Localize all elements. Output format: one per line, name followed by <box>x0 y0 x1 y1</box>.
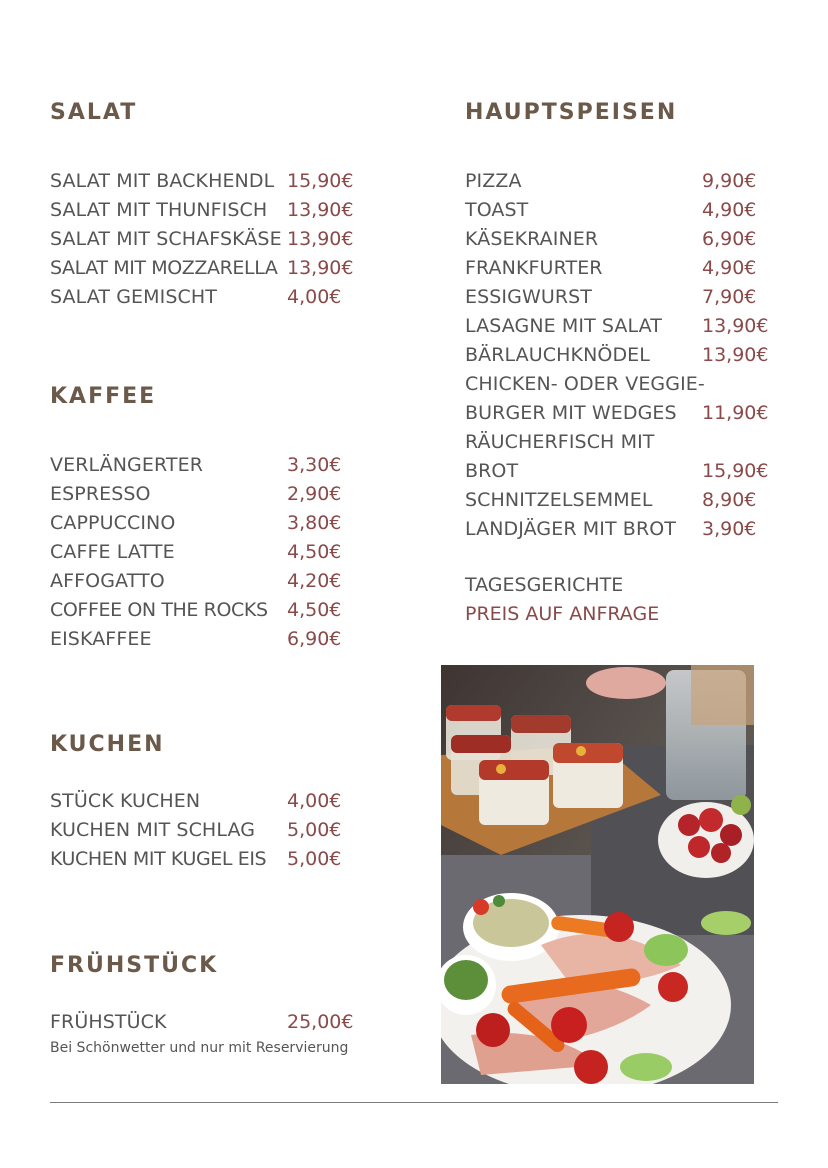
fruehstueck-list <box>50 1008 354 1037</box>
list-item <box>50 845 342 874</box>
item-name: RÄUCHERFISCH MIT <box>465 431 655 453</box>
item-name: SALAT MIT MOZZARELLA <box>50 257 278 279</box>
food-platter-photo <box>441 665 754 1084</box>
item-name: SALAT GEMISCHT <box>50 286 217 308</box>
list-item <box>50 816 342 845</box>
item-price: 3,80€ <box>287 512 342 534</box>
item-price: 3,90€ <box>702 518 757 540</box>
item-price: 4,00€ <box>287 790 342 812</box>
item-price: 13,90€ <box>702 315 769 337</box>
list-item <box>50 196 354 225</box>
list-item <box>50 509 342 538</box>
item-price: 4,50€ <box>287 599 342 621</box>
list-item <box>50 167 354 196</box>
item-price: 15,90€ <box>287 170 354 192</box>
item-price: 4,20€ <box>287 570 342 592</box>
list-item <box>465 167 757 196</box>
list-item <box>50 254 354 283</box>
list-item <box>50 225 354 254</box>
item-price: 7,90€ <box>702 286 757 308</box>
item-name: SALAT MIT SCHAFSKÄSE <box>50 228 282 250</box>
item-price: 13,90€ <box>702 344 769 366</box>
list-item <box>465 428 705 457</box>
list-item <box>465 457 769 486</box>
item-name: BROT <box>465 460 519 482</box>
item-price: 6,90€ <box>702 228 757 250</box>
item-name: KUCHEN MIT SCHLAG <box>50 819 256 841</box>
heading-salat: SALAT <box>50 100 138 125</box>
item-name: CAFFE LATTE <box>50 541 175 563</box>
kuchen-list <box>50 787 342 874</box>
list-item <box>50 480 342 509</box>
item-name: BURGER MIT WEDGES <box>465 402 677 424</box>
item-name: LANDJÄGER MIT BROT <box>465 518 677 540</box>
item-price: 13,90€ <box>287 257 354 279</box>
list-item <box>465 196 757 225</box>
list-item <box>465 254 757 283</box>
item-name: KUCHEN MIT KUGEL EIS <box>50 848 267 870</box>
item-price: 13,90€ <box>287 228 354 250</box>
item-name: ESSIGWURST <box>465 286 593 308</box>
item-name: AFFOGATTO <box>50 570 165 592</box>
item-price: 6,90€ <box>287 628 342 650</box>
list-item <box>50 538 342 567</box>
tagesgerichte-price: PREIS AUF ANFRAGE <box>465 603 660 625</box>
list-item <box>465 370 705 399</box>
kaffee-list <box>50 451 342 654</box>
item-name: CHICKEN- ODER VEGGIE- <box>465 373 705 395</box>
item-price: 4,00€ <box>287 286 342 308</box>
reservation-note: Bei Schönwetter und nur mit Reservierung <box>50 1040 349 1056</box>
list-item <box>465 399 769 428</box>
list-item <box>465 486 757 515</box>
list-item <box>465 225 757 254</box>
item-name: VERLÄNGERTER <box>50 454 203 476</box>
item-price: 8,90€ <box>702 489 757 511</box>
item-name: SCHNITZELSEMMEL <box>465 489 653 511</box>
item-price: 4,50€ <box>287 541 342 563</box>
item-name: FRÜHSTÜCK <box>50 1011 167 1033</box>
item-name: LASAGNE MIT SALAT <box>465 315 662 337</box>
item-name: COFFEE ON THE ROCKS <box>50 599 268 621</box>
item-name: KÄSEKRAINER <box>465 228 599 250</box>
tagesgerichte-label: TAGESGERICHTE <box>465 574 624 596</box>
hauptspeisen-list <box>465 167 769 544</box>
list-item <box>50 787 342 816</box>
item-price: 13,90€ <box>287 199 354 221</box>
list-item <box>465 283 757 312</box>
footer-divider <box>50 1102 778 1103</box>
item-price: 5,00€ <box>287 848 342 870</box>
item-name: TOAST <box>465 199 529 221</box>
food-photo-illustration <box>441 665 754 1084</box>
item-price: 25,00€ <box>287 1011 354 1033</box>
heading-hauptspeisen: HAUPTSPEISEN <box>465 100 678 125</box>
list-item <box>50 451 342 480</box>
item-name: BÄRLAUCHKNÖDEL <box>465 344 650 366</box>
salat-list <box>50 167 354 312</box>
item-name: SALAT MIT THUNFISCH <box>50 199 268 221</box>
list-item <box>50 283 342 312</box>
item-price: 15,90€ <box>702 460 769 482</box>
item-price: 2,90€ <box>287 483 342 505</box>
item-name: FRANKFURTER <box>465 257 603 279</box>
list-item <box>50 567 342 596</box>
heading-fruehstueck: FRÜHSTÜCK <box>50 953 219 978</box>
list-item <box>465 515 757 544</box>
heading-kuchen: KUCHEN <box>50 732 165 757</box>
item-price: 9,90€ <box>702 170 757 192</box>
item-name: EISKAFFEE <box>50 628 152 650</box>
heading-kaffee: KAFFEE <box>50 384 157 409</box>
item-name: PIZZA <box>465 170 522 192</box>
list-item <box>465 312 769 341</box>
item-name: ESPRESSO <box>50 483 151 505</box>
list-item <box>50 1008 354 1037</box>
list-item <box>50 596 342 625</box>
item-name: SALAT MIT BACKHENDL <box>50 170 275 192</box>
list-item <box>465 341 769 370</box>
item-price: 4,90€ <box>702 257 757 279</box>
item-price: 3,30€ <box>287 454 342 476</box>
item-price: 4,90€ <box>702 199 757 221</box>
item-price: 5,00€ <box>287 819 342 841</box>
item-name: CAPPUCCINO <box>50 512 176 534</box>
item-price: 11,90€ <box>702 402 769 424</box>
item-name: STÜCK KUCHEN <box>50 790 201 812</box>
list-item <box>50 625 342 654</box>
